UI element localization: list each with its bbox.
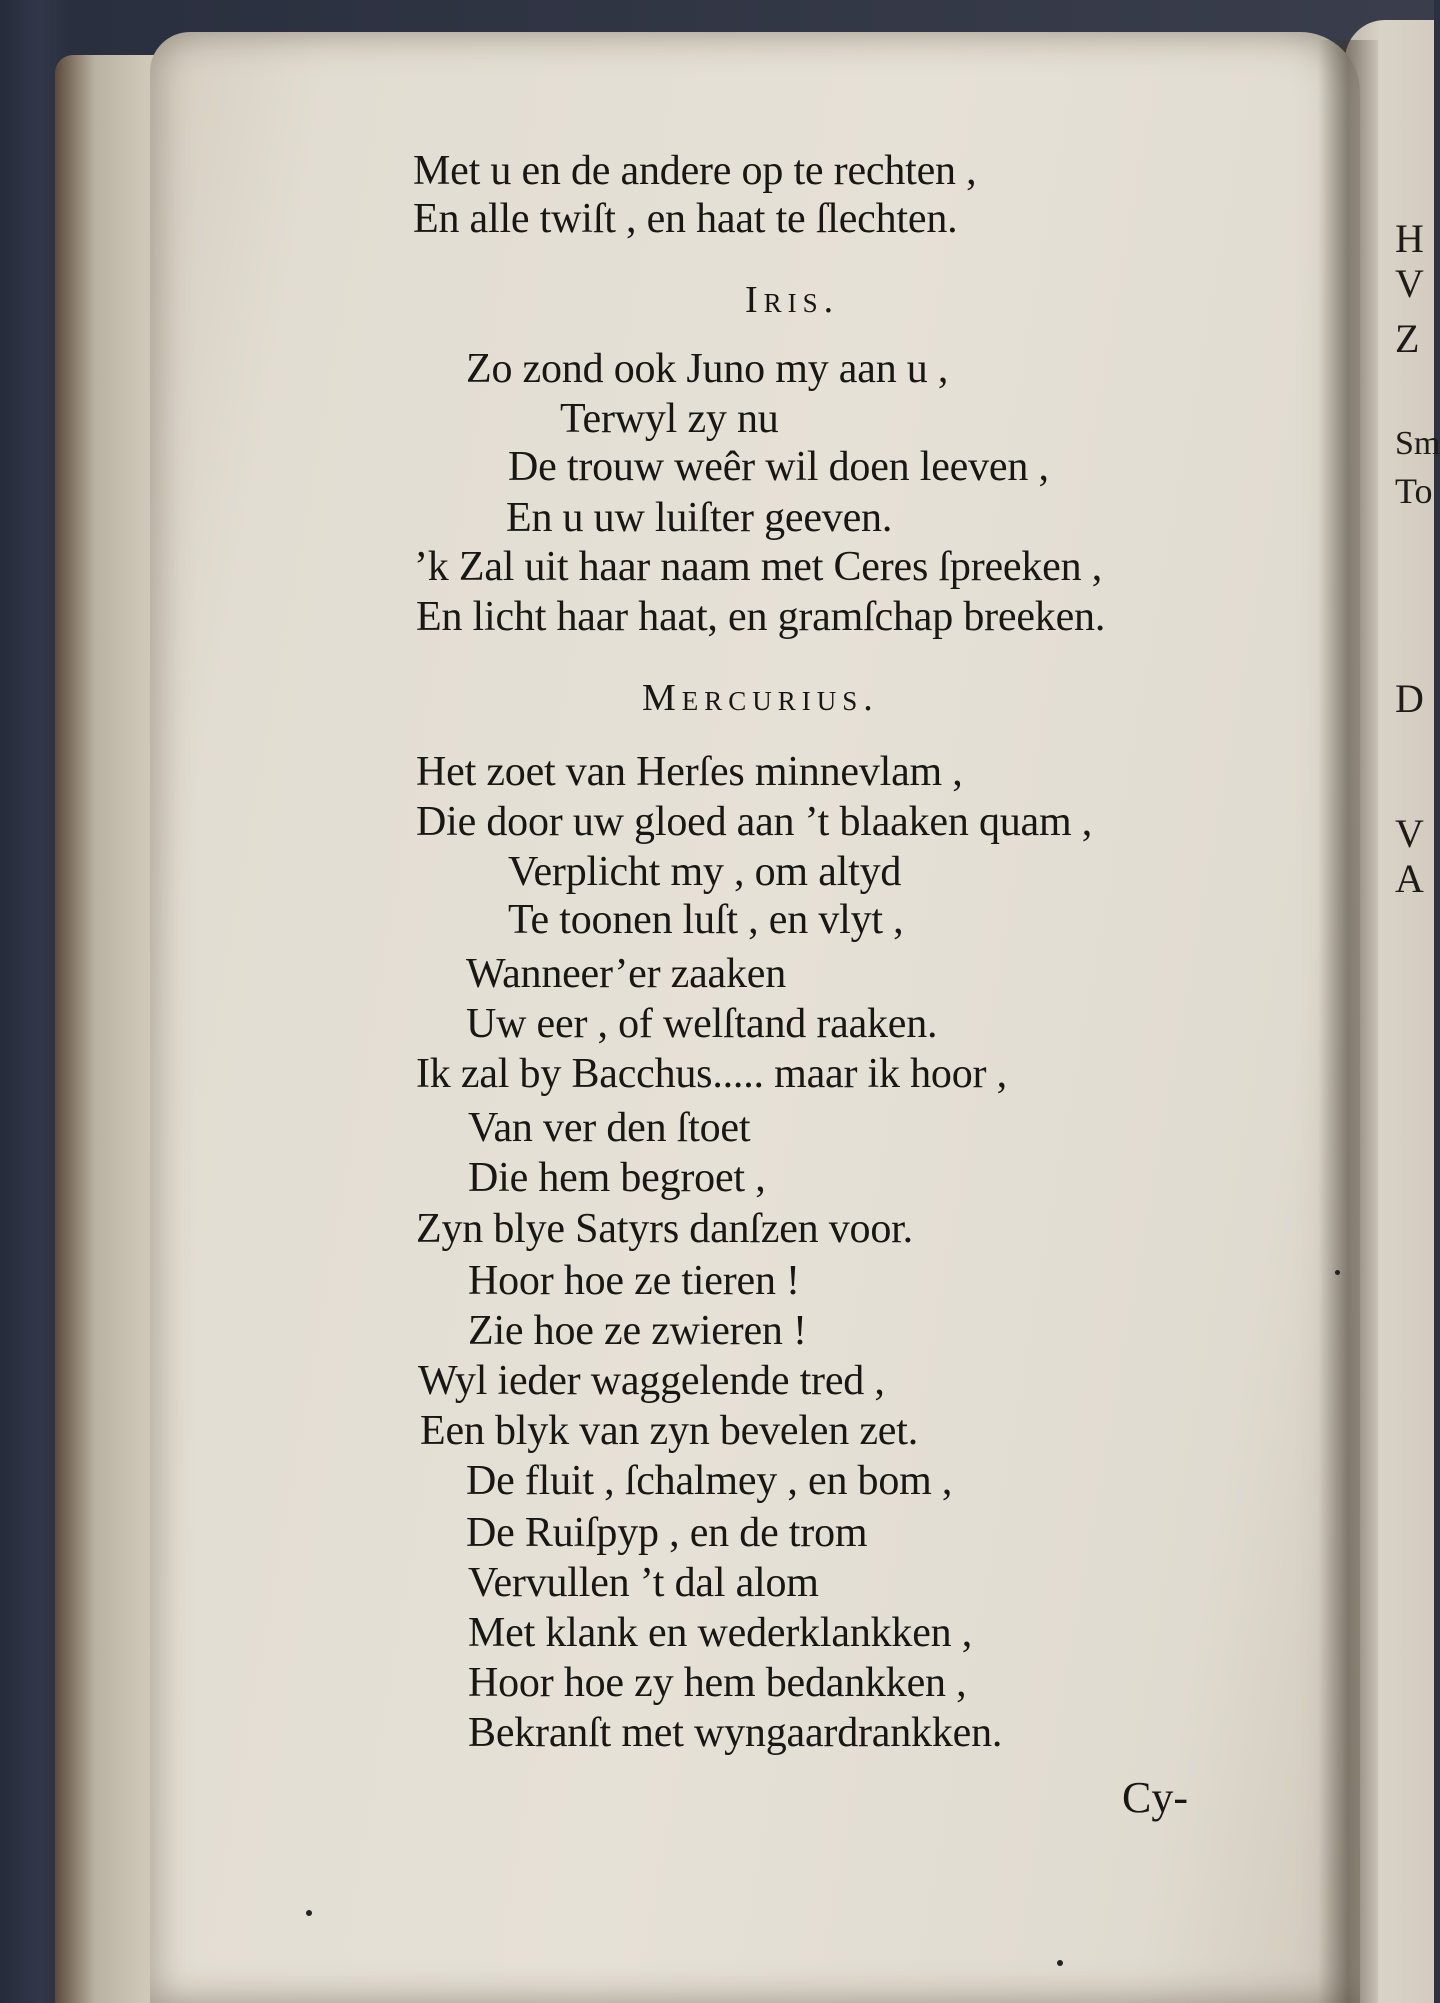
verse-line: De Ruiſpyp , en de trom: [466, 1510, 868, 1556]
verse-line: Zo zond ook Juno my aan u ,: [466, 346, 949, 392]
catchword: Cy-: [1122, 1773, 1188, 1822]
verse-line: Een blyk van zyn bevelen zet.: [420, 1408, 918, 1454]
verse-line: En alle twiſt , en haat te ſlechten.: [413, 196, 958, 242]
facing-fragment: V: [1395, 261, 1424, 306]
verse-line: De trouw weêr wil doen leeven ,: [508, 444, 1049, 490]
facing-fragment: Z: [1395, 316, 1420, 361]
verse-line: ’k Zal uit haar naam met Ceres ſpreeken ,: [414, 544, 1102, 590]
verse-line: Hoor hoe ze tieren !: [468, 1258, 800, 1304]
verse-line: Bekranſt met wyngaardrankken.: [468, 1710, 1003, 1756]
verse-line: Te toonen luſt , en vlyt ,: [508, 897, 904, 943]
ink-speck: [1335, 1270, 1340, 1275]
speaker-heading: Iris.: [745, 279, 840, 321]
verse-line: Wyl ieder waggelende tred ,: [418, 1358, 885, 1404]
verse-line: Hoor hoe zy hem bedankken ,: [468, 1660, 967, 1706]
facing-fragment: A: [1395, 856, 1424, 901]
facing-fragment: V: [1395, 811, 1424, 856]
verse-line: Ik zal by Bacchus..... maar ik hoor ,: [416, 1051, 1007, 1097]
verse-line: Die door uw gloed aan ’t blaaken quam ,: [416, 799, 1093, 845]
speaker-heading: Mercurius.: [642, 677, 879, 719]
verse-line: En licht haar haat, en gramſchap breeken.: [416, 594, 1106, 640]
facing-fragment: H: [1395, 216, 1424, 261]
verse-line: Vervullen ’t dal alom: [468, 1560, 819, 1606]
verse-line: Terwyl zy nu: [560, 396, 779, 442]
verse-line: Met u en de andere op te rechten ,: [413, 148, 977, 194]
verse-line: En u uw luiſter geeven.: [506, 495, 893, 541]
verse-line: Zie hoe ze zwieren !: [468, 1308, 807, 1354]
verse-line: Uw eer , of welſtand raaken.: [466, 1001, 938, 1047]
verse-line: Zyn blye Satyrs danſzen voor.: [416, 1206, 913, 1252]
ink-speck: [1057, 1960, 1063, 1966]
facing-fragment: D: [1395, 676, 1424, 721]
facing-fragment: To: [1395, 471, 1433, 511]
verse-line: Wanneer’er zaaken: [466, 951, 787, 997]
verse-line: De fluit , ſchalmey , en bom ,: [466, 1458, 953, 1504]
verse-line: Verplicht my , om altyd: [508, 849, 902, 895]
facing-fragment: Sm: [1395, 425, 1440, 462]
verse-line: Het zoet van Herſes minnevlam ,: [416, 749, 963, 795]
ink-speck: [306, 1910, 312, 1916]
verse-line: Die hem begroet ,: [468, 1155, 766, 1201]
verse-line: Van ver den ſtoet: [468, 1105, 751, 1151]
verse-line: Met klank en wederklankken ,: [468, 1610, 973, 1656]
